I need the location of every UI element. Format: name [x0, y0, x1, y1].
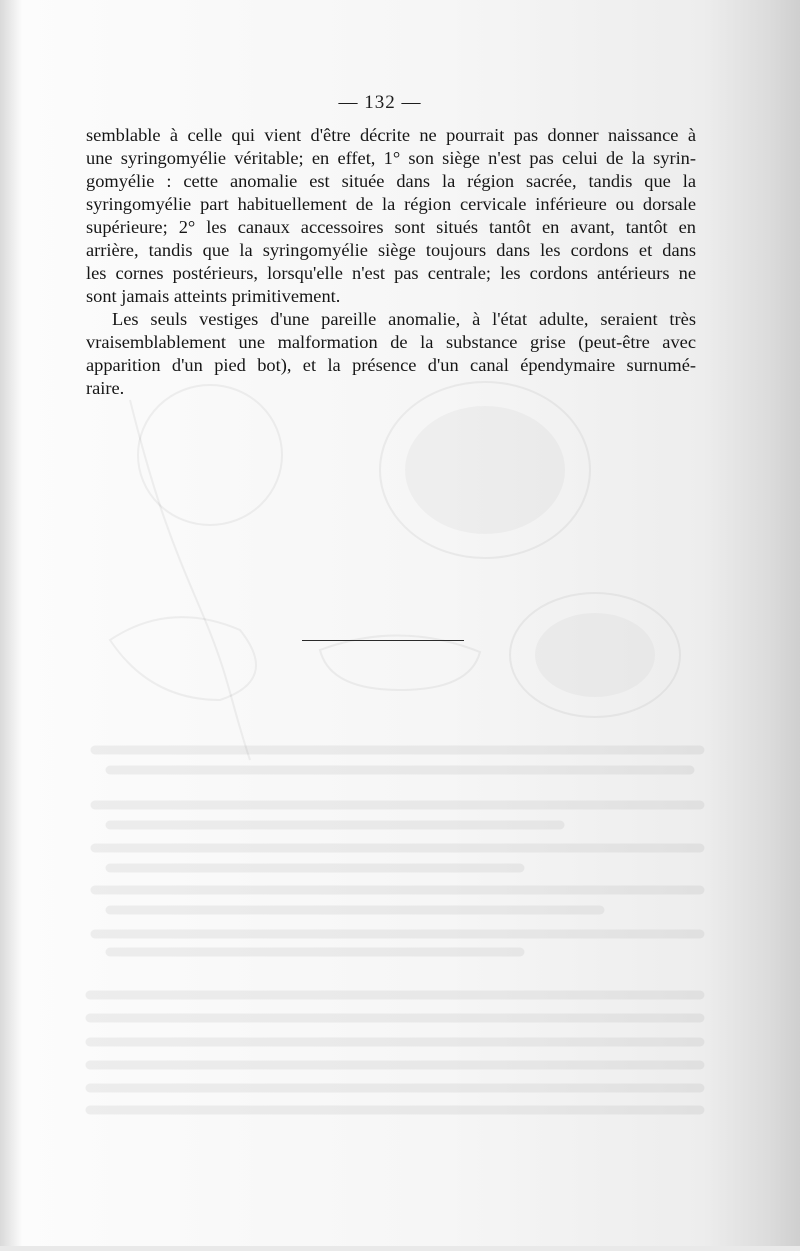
- text-line: une syringomyélie véritable; en effet, 1° son siège n'est pas celui de la syrin-: [86, 148, 696, 168]
- paragraph-1: [86, 124, 696, 308]
- body-text: [86, 124, 696, 400]
- text-line: raire.: [86, 378, 125, 398]
- page-gutter-shadow: [0, 0, 22, 1246]
- text-line: semblable à celle qui vient d'être décrite ne pourrait pas donner naissance à: [86, 125, 696, 145]
- text-line: gomyélie : cette anomalie est située dans la région sacrée, tandis que la: [86, 171, 696, 191]
- text-line: apparition d'un pied bot), et la présence d'un canal épendymaire surnumé-: [86, 355, 696, 375]
- text-line: supérieure; 2° les canaux accessoires sont situés tantôt en avant, tantôt en: [86, 217, 696, 237]
- page-number: — 132 —: [338, 92, 422, 113]
- text-line: les cornes postérieurs, lorsqu'elle n'est pas centrale; les cordons antérieurs ne: [86, 263, 696, 283]
- text-line: Les seuls vestiges d'une pareille anomalie, à l'état adulte, seraient très: [112, 309, 696, 329]
- paragraph-2: [86, 308, 696, 400]
- text-line: arrière, tandis que la syringomyélie siège toujours dans les cordons et dans: [86, 240, 696, 260]
- text-line: sont jamais atteints primitivement.: [86, 286, 341, 306]
- text-line: syringomyélie part habituellement de la région cervicale inférieure ou dorsale: [86, 194, 696, 214]
- text-line: vraisemblablement une malformation de la substance grise (peut-être avec: [86, 332, 696, 352]
- section-divider-rule: [302, 640, 464, 641]
